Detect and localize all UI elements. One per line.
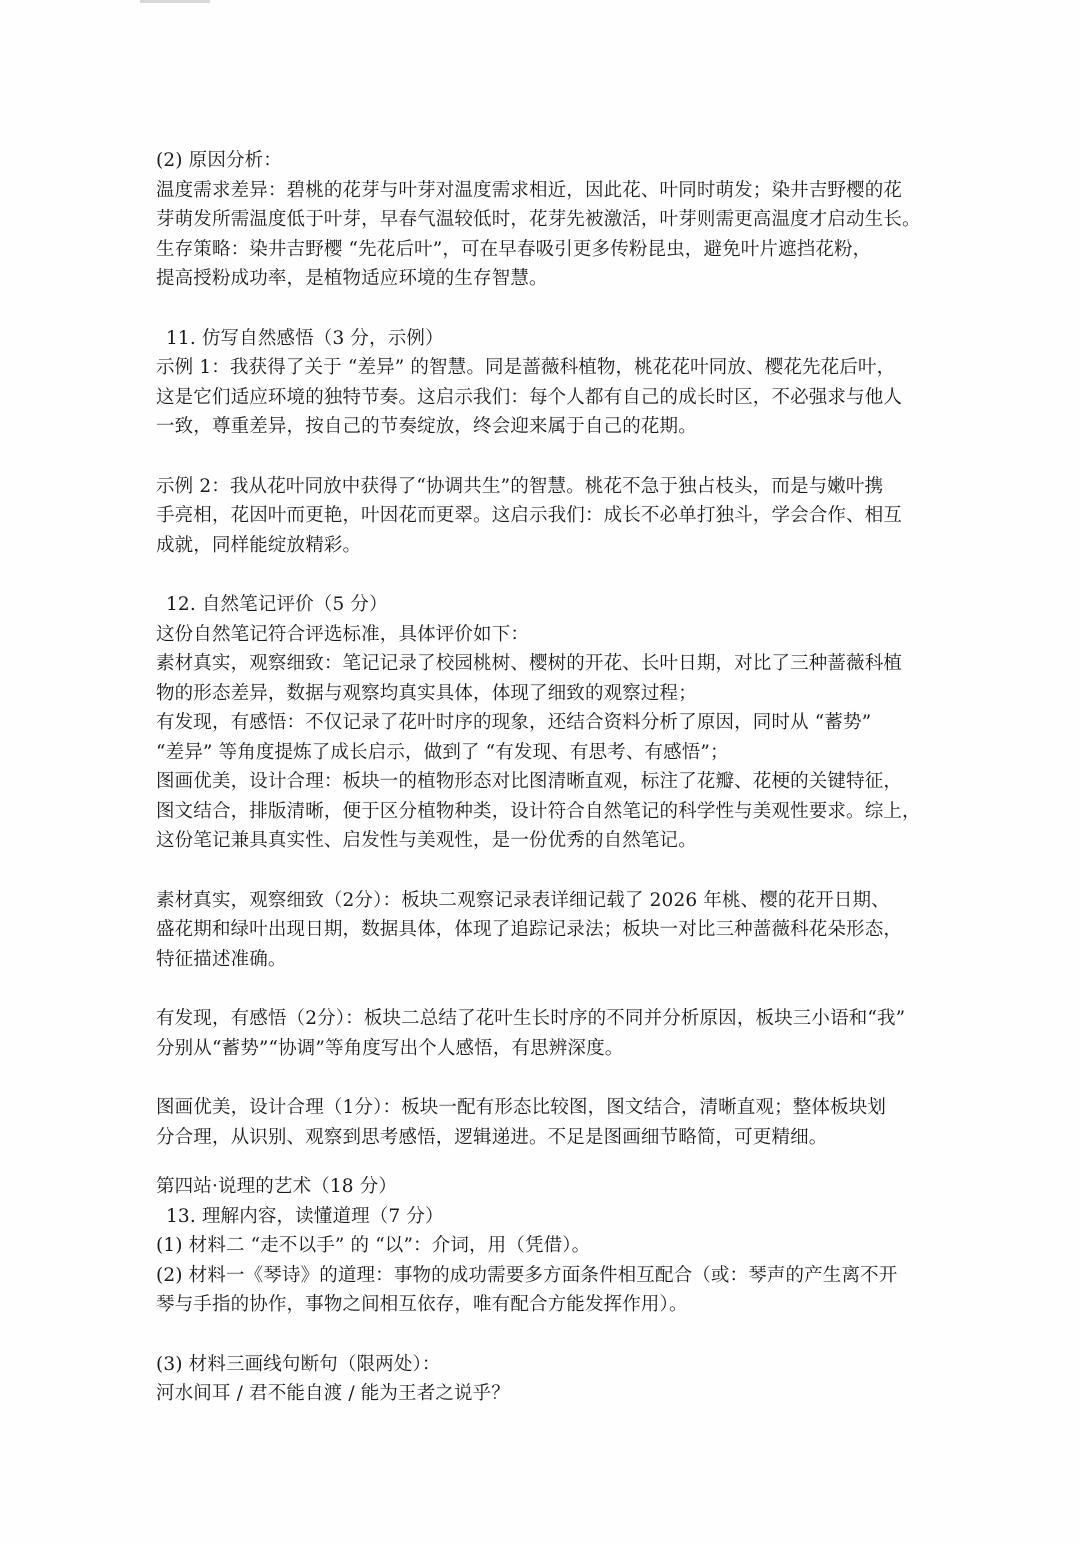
answer-item: (2) 材料一《琴诗》的道理：事物的成功需要多方面条件相互配合（或：琴声的产生离不开: [156, 1264, 898, 1286]
text-line: 素材真实，观察细致：笔记记录了校园桃树、樱树的开花、长叶日期，对比了三种蔷薇科植: [156, 653, 903, 674]
text-line: 示例 2：我从花叶同放中获得了“协调共生”的智慧。桃花不急于独占枝头，而是与嫩叶携: [156, 475, 884, 497]
section-station-4: [156, 1172, 946, 1409]
section-reason-analysis: [156, 146, 946, 294]
answer-item: 琴与手指的协作，事物之间相互依存，唯有配合方能发挥作用）。: [156, 1294, 688, 1315]
text-line: 有发现，有感悟：不仅记录了花叶时序的现象，还结合资料分析了原因，同时从 “蓄势”: [156, 712, 872, 733]
question-heading: 12. 自然笔记评价（5 分）: [166, 594, 388, 615]
answer-item: 河水间耳 / 君不能自渡 / 能为王者之说乎？: [156, 1383, 510, 1404]
text-line: 温度需求差异：碧桃的花芽与叶芽对温度需求相近，因此花、叶同时萌发；染井吉野樱的花: [156, 179, 903, 201]
text-line: 图画优美，设计合理：板块一的植物形态对比图清晰直观，标注了花瓣、花梗的关键特征，: [156, 771, 903, 792]
section-question-12: [156, 590, 946, 1152]
text-line: 芽萌发所需温度低于叶芽，早春气温较低时，花芽先被激活，叶芽则需更高温度才启动生长。: [156, 209, 921, 230]
text-line: 图画优美，设计合理（1分）：板块一配有形态比较图，图文结合，清晰直观；整体板块划: [156, 1097, 887, 1118]
text-line: 分合理，从识别、观察到思考感悟，逻辑递进。不足是图画细节略简，可更精细。: [156, 1126, 828, 1148]
text-line: 成就，同样能绽放精彩。: [156, 534, 362, 556]
text-line: 这份自然笔记符合评选标准，具体评价如下：: [156, 623, 530, 645]
text-line: 分别从“蓄势”“协调”等角度写出个人感悟，有思辨深度。: [156, 1037, 624, 1059]
text-line: 盛花期和绿叶出现日期，数据具体，体现了追踪记录法；板块一对比三种蔷薇科花朵形态，: [156, 919, 903, 940]
text-line: 特征描述准确。: [156, 948, 287, 970]
section-heading: (2) 原因分析：: [156, 150, 282, 171]
text-line: 示例 1：我获得了关于 “差异” 的智慧。同是蔷薇科植物，桃花花叶同放、樱花先花后叶，: [156, 357, 896, 378]
text-line: “差异” 等角度提炼了成长启示，做到了 “有发现、有思考、有感悟”；: [156, 741, 729, 763]
text-line: 手亮相，花因叶而更艳，叶因花而更翠。这启示我们：成长不必单打独斗，学会合作、相互: [156, 505, 903, 526]
text-line: 素材真实，观察细致（2分）：板块二观察记录表详细记载了 2026 年桃、樱的花开日期、: [156, 889, 890, 911]
text-line: 有发现，有感悟（2分）：板块二总结了花叶生长时序的不同并分析原因，板块三小语和“我”: [156, 1008, 906, 1029]
text-line: 这是它们适应环境的独特节奏。这启示我们：每个人都有自己的成长时区，不必强求与他人: [156, 386, 903, 408]
answer-item-heading: (3) 材料三画线句断句（限两处）：: [156, 1353, 441, 1375]
station-heading: 第四站·说理的艺术（18 分）: [156, 1176, 398, 1197]
text-line: 物的形态差异，数据与观察均真实具体，体现了细致的观察过程；: [156, 682, 697, 704]
text-line: 生存策略：染井吉野樱 “先花后叶”，可在早春吸引更多传粉昆虫，避免叶片遮挡花粉，: [156, 238, 872, 260]
question-heading: 11. 仿写自然感悟（3 分，示例）: [166, 327, 444, 349]
text-line: 提高授粉成功率，是植物适应环境的生存智慧。: [156, 268, 548, 289]
answer-item: (1) 材料二 “走不以手” 的 “以”：介词，用（凭借）。: [156, 1235, 591, 1256]
section-question-11: [156, 324, 946, 561]
question-heading: 13. 理解内容，读懂道理（7 分）: [166, 1205, 444, 1227]
text-line: 图文结合，排版清晰，便于区分植物种类，设计符合自然笔记的科学性与美观性要求。综上，: [156, 800, 921, 822]
text-line: 一致，尊重差异，按自己的节奏绽放，终会迎来属于自己的花期。: [156, 416, 697, 437]
text-line: 这份笔记兼具真实性、启发性与美观性，是一份优秀的自然笔记。: [156, 830, 697, 851]
scan-edge-mark: [140, 0, 210, 3]
document-body: [156, 146, 946, 1409]
